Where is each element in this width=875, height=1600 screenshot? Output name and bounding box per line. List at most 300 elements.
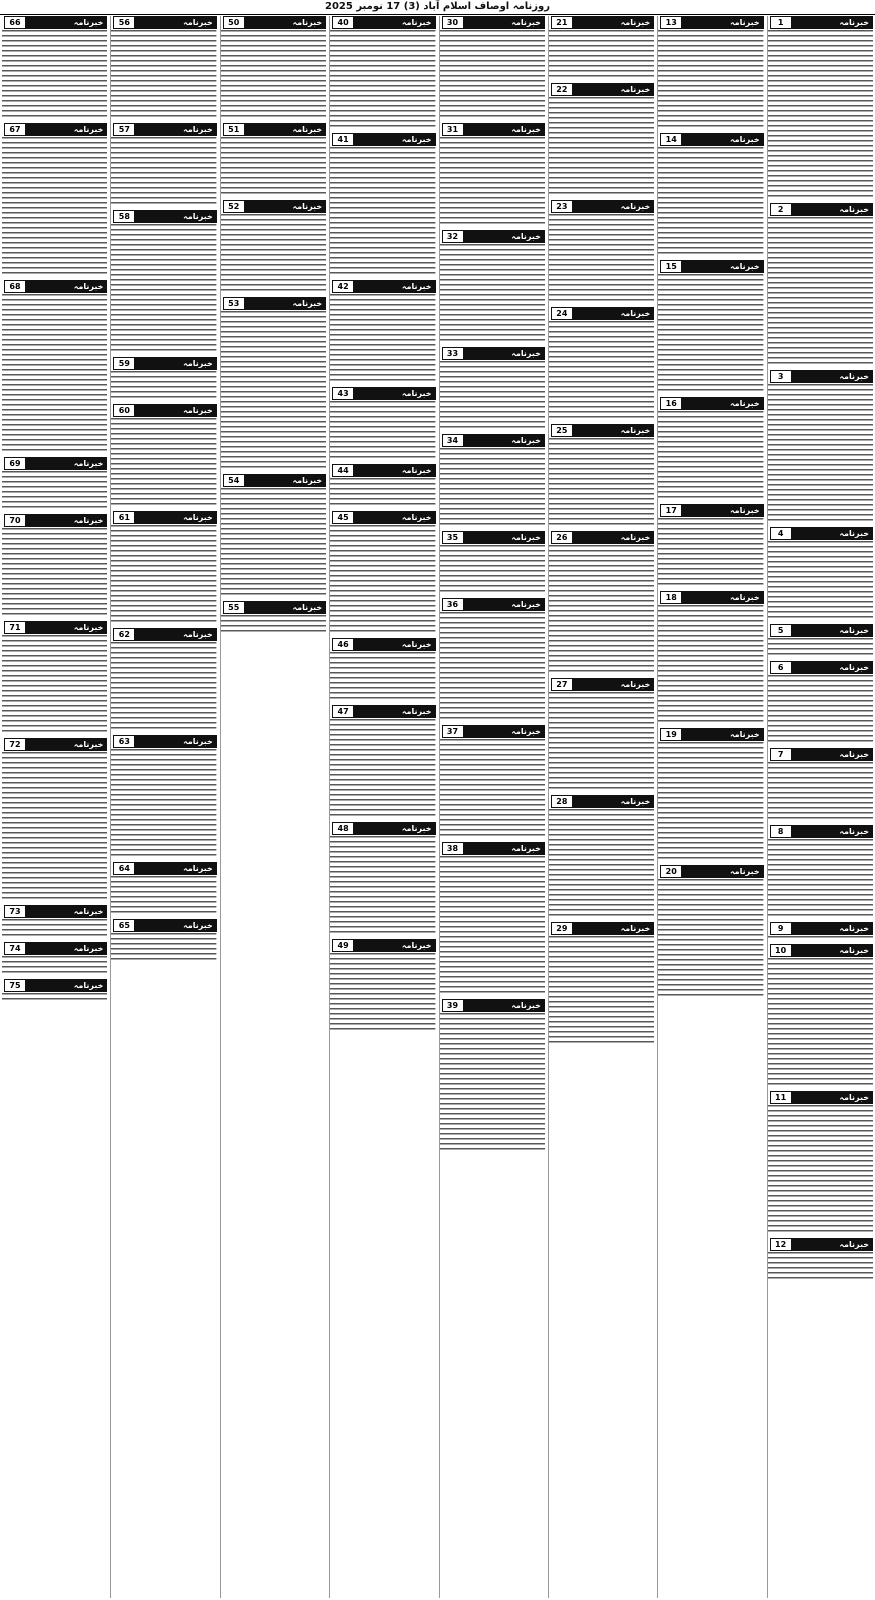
- kicker-label: خبرنامہ: [354, 464, 435, 477]
- masthead: روزنامہ اوصاف اسلام آباد (3) 17 نومبر 2025: [0, 0, 875, 15]
- news-item-header: [440, 999, 545, 1012]
- kicker-label: خبرنامہ: [682, 16, 763, 29]
- item-number: 62: [113, 628, 135, 641]
- news-column: [110, 16, 216, 1598]
- news-item-header: [221, 200, 326, 213]
- item-number: 52: [223, 200, 245, 213]
- news-body-text: [221, 137, 326, 197]
- news-body-text: [768, 1252, 873, 1282]
- news-body-text: [768, 958, 873, 1088]
- news-item: [768, 527, 873, 621]
- news-item: [768, 661, 873, 745]
- item-number: 59: [113, 357, 135, 370]
- news-body-text: [111, 525, 216, 625]
- news-item: [440, 725, 545, 839]
- news-item-header: [2, 905, 107, 918]
- news-item: [658, 504, 763, 588]
- news-item: [2, 280, 107, 454]
- news-item-header: [111, 123, 216, 136]
- news-item-header: [658, 133, 763, 146]
- news-body-text: [330, 294, 435, 384]
- item-number: 5: [770, 624, 792, 637]
- news-body-text: [330, 478, 435, 508]
- item-number: 10: [770, 944, 792, 957]
- news-body-text: [768, 675, 873, 745]
- news-item: [111, 919, 216, 963]
- kicker-label: خبرنامہ: [135, 862, 216, 875]
- news-body-text: [549, 809, 654, 919]
- news-item-header: [111, 404, 216, 417]
- kicker-label: خبرنامہ: [464, 531, 545, 544]
- kicker-label: خبرنامہ: [464, 230, 545, 243]
- news-item: [768, 1091, 873, 1235]
- news-column: [767, 16, 873, 1598]
- kicker-label: خبرنامہ: [26, 123, 107, 136]
- kicker-label: خبرنامہ: [135, 511, 216, 524]
- item-number: 17: [660, 504, 682, 517]
- news-item-header: [2, 979, 107, 992]
- news-item: [221, 16, 326, 120]
- news-item-header: [768, 370, 873, 383]
- item-number: 21: [551, 16, 573, 29]
- kicker-label: خبرنامہ: [792, 203, 873, 216]
- news-body-text: [2, 471, 107, 511]
- news-body-text: [658, 274, 763, 394]
- news-item-header: [2, 738, 107, 751]
- kicker-label: خبرنامہ: [354, 133, 435, 146]
- item-number: 67: [4, 123, 26, 136]
- kicker-label: خبرنامہ: [464, 598, 545, 611]
- item-number: 72: [4, 738, 26, 751]
- news-body-text: [768, 30, 873, 200]
- item-number: 44: [332, 464, 354, 477]
- news-item-header: [658, 591, 763, 604]
- news-item: [440, 123, 545, 227]
- news-item: [330, 638, 435, 702]
- news-item-header: [330, 822, 435, 835]
- news-body-text: [440, 1013, 545, 1153]
- news-item: [768, 624, 873, 658]
- item-number: 9: [770, 922, 792, 935]
- news-body-text: [440, 30, 545, 120]
- news-item-header: [2, 457, 107, 470]
- kicker-label: خبرنامہ: [135, 357, 216, 370]
- news-body-text: [221, 30, 326, 120]
- kicker-label: خبرنامہ: [573, 200, 654, 213]
- news-body-text: [221, 488, 326, 598]
- news-column: [329, 16, 435, 1598]
- item-number: 12: [770, 1238, 792, 1251]
- news-item: [2, 738, 107, 902]
- item-number: 49: [332, 939, 354, 952]
- kicker-label: خبرنامہ: [354, 822, 435, 835]
- news-body-text: [330, 719, 435, 819]
- news-item-header: [330, 638, 435, 651]
- news-item: [2, 457, 107, 511]
- news-item-header: [330, 16, 435, 29]
- news-item: [111, 862, 216, 916]
- news-body-text: [440, 545, 545, 595]
- news-body-text: [549, 97, 654, 197]
- item-number: 58: [113, 210, 135, 223]
- news-body-text: [768, 541, 873, 621]
- news-item: [330, 16, 435, 130]
- item-number: 32: [442, 230, 464, 243]
- kicker-label: خبرنامہ: [135, 123, 216, 136]
- news-body-text: [330, 30, 435, 130]
- item-number: 53: [223, 297, 245, 310]
- item-number: 60: [113, 404, 135, 417]
- news-body-text: [658, 742, 763, 862]
- news-item: [658, 865, 763, 999]
- kicker-label: خبرنامہ: [354, 387, 435, 400]
- item-number: 4: [770, 527, 792, 540]
- news-item: [440, 842, 545, 996]
- kicker-label: خبرنامہ: [135, 210, 216, 223]
- item-number: 29: [551, 922, 573, 935]
- news-item: [2, 621, 107, 735]
- item-number: 22: [551, 83, 573, 96]
- news-body-text: [658, 518, 763, 588]
- news-item: [440, 598, 545, 722]
- kicker-label: خبرنامہ: [792, 527, 873, 540]
- kicker-label: خبرنامہ: [26, 457, 107, 470]
- news-item-header: [440, 531, 545, 544]
- news-item: [111, 735, 216, 859]
- item-number: 46: [332, 638, 354, 651]
- item-number: 38: [442, 842, 464, 855]
- news-item: [111, 16, 216, 120]
- news-body-text: [2, 294, 107, 454]
- item-number: 27: [551, 678, 573, 691]
- news-body-text: [440, 137, 545, 227]
- item-number: 74: [4, 942, 26, 955]
- news-item-header: [549, 795, 654, 808]
- kicker-label: خبرنامہ: [573, 795, 654, 808]
- item-number: 47: [332, 705, 354, 718]
- item-number: 19: [660, 728, 682, 741]
- news-column: [657, 16, 763, 1598]
- news-body-text: [111, 137, 216, 207]
- kicker-label: خبرنامہ: [792, 825, 873, 838]
- news-body-text: [330, 147, 435, 277]
- news-item-header: [440, 598, 545, 611]
- news-item: [549, 83, 654, 197]
- news-body-text: [440, 739, 545, 839]
- news-item-header: [549, 200, 654, 213]
- kicker-label: خبرنامہ: [573, 307, 654, 320]
- item-number: 25: [551, 424, 573, 437]
- news-item: [549, 678, 654, 792]
- news-item: [658, 397, 763, 501]
- news-item-header: [111, 210, 216, 223]
- item-number: 16: [660, 397, 682, 410]
- item-number: 34: [442, 434, 464, 447]
- news-body-text: [111, 30, 216, 120]
- news-body-text: [658, 605, 763, 725]
- item-number: 30: [442, 16, 464, 29]
- news-body-text: [440, 612, 545, 722]
- kicker-label: خبرنامہ: [26, 905, 107, 918]
- news-body-text: [330, 525, 435, 635]
- news-body-text: [111, 418, 216, 508]
- kicker-label: خبرنامہ: [464, 16, 545, 29]
- news-body-text: [768, 638, 873, 658]
- news-body-text: [768, 936, 873, 941]
- news-item: [768, 748, 873, 822]
- news-item-header: [111, 919, 216, 932]
- item-number: 24: [551, 307, 573, 320]
- kicker-label: خبرنامہ: [682, 591, 763, 604]
- news-item-header: [768, 661, 873, 674]
- item-number: 65: [113, 919, 135, 932]
- item-number: 18: [660, 591, 682, 604]
- news-item: [768, 370, 873, 524]
- kicker-label: خبرنامہ: [682, 133, 763, 146]
- item-number: 66: [4, 16, 26, 29]
- news-item: [330, 511, 435, 635]
- item-number: 71: [4, 621, 26, 634]
- news-item: [2, 514, 107, 618]
- news-item-header: [111, 628, 216, 641]
- item-number: 51: [223, 123, 245, 136]
- kicker-label: خبرنامہ: [573, 531, 654, 544]
- news-item: [549, 200, 654, 304]
- news-item: [330, 939, 435, 1033]
- news-body-text: [440, 361, 545, 431]
- news-item: [330, 822, 435, 936]
- kicker-label: خبرنامہ: [354, 16, 435, 29]
- news-body-text: [549, 214, 654, 304]
- kicker-label: خبرنامہ: [26, 979, 107, 992]
- item-number: 37: [442, 725, 464, 738]
- news-item: [440, 999, 545, 1153]
- news-item: [330, 705, 435, 819]
- kicker-label: خبرنامہ: [573, 678, 654, 691]
- item-number: 45: [332, 511, 354, 524]
- item-number: 6: [770, 661, 792, 674]
- news-body-text: [111, 749, 216, 859]
- item-number: 50: [223, 16, 245, 29]
- news-item-header: [768, 748, 873, 761]
- news-item-header: [2, 942, 107, 955]
- news-item-header: [440, 725, 545, 738]
- news-item: [549, 424, 654, 528]
- news-item-header: [549, 83, 654, 96]
- kicker-label: خبرنامہ: [464, 123, 545, 136]
- news-item-header: [330, 464, 435, 477]
- kicker-label: خبرنامہ: [464, 434, 545, 447]
- news-body-text: [658, 411, 763, 501]
- news-item-header: [330, 939, 435, 952]
- kicker-label: خبرنامہ: [26, 16, 107, 29]
- news-body-text: [768, 384, 873, 524]
- kicker-label: خبرنامہ: [26, 280, 107, 293]
- news-item-header: [2, 280, 107, 293]
- kicker-label: خبرنامہ: [464, 999, 545, 1012]
- news-item: [440, 434, 545, 528]
- news-body-text: [2, 752, 107, 902]
- item-number: 28: [551, 795, 573, 808]
- kicker-label: خبرنامہ: [792, 16, 873, 29]
- kicker-label: خبرنامہ: [245, 123, 326, 136]
- news-item-header: [111, 357, 216, 370]
- news-body-text: [2, 528, 107, 618]
- kicker-label: خبرنامہ: [573, 424, 654, 437]
- news-body-text: [549, 30, 654, 80]
- news-item: [2, 979, 107, 1003]
- news-item-header: [440, 434, 545, 447]
- news-item-header: [658, 397, 763, 410]
- news-body-text: [111, 371, 216, 401]
- item-number: 26: [551, 531, 573, 544]
- kicker-label: خبرنامہ: [464, 347, 545, 360]
- news-item-header: [549, 922, 654, 935]
- news-item: [440, 16, 545, 120]
- news-body-text: [549, 321, 654, 421]
- news-item: [330, 387, 435, 461]
- news-body-text: [440, 448, 545, 528]
- news-item: [330, 280, 435, 384]
- item-number: 75: [4, 979, 26, 992]
- news-item: [658, 133, 763, 257]
- item-number: 23: [551, 200, 573, 213]
- news-item-header: [658, 865, 763, 878]
- news-item-header: [658, 504, 763, 517]
- kicker-label: خبرنامہ: [792, 624, 873, 637]
- news-item: [549, 16, 654, 80]
- news-item-header: [549, 424, 654, 437]
- kicker-label: خبرنامہ: [135, 735, 216, 748]
- kicker-label: خبرنامہ: [792, 944, 873, 957]
- kicker-label: خبرنامہ: [245, 601, 326, 614]
- news-item-header: [440, 123, 545, 136]
- news-item-header: [221, 601, 326, 614]
- kicker-label: خبرنامہ: [135, 16, 216, 29]
- news-item: [658, 728, 763, 862]
- news-item-header: [330, 705, 435, 718]
- news-body-text: [658, 30, 763, 130]
- item-number: 35: [442, 531, 464, 544]
- news-item-header: [768, 1091, 873, 1104]
- item-number: 73: [4, 905, 26, 918]
- news-body-text: [2, 919, 107, 939]
- news-item: [768, 16, 873, 200]
- news-item: [2, 16, 107, 120]
- item-number: 63: [113, 735, 135, 748]
- news-body-text: [768, 839, 873, 919]
- kicker-label: خبرنامہ: [245, 16, 326, 29]
- news-item-header: [658, 16, 763, 29]
- news-item: [440, 531, 545, 595]
- item-number: 41: [332, 133, 354, 146]
- news-body-text: [768, 217, 873, 367]
- kicker-label: خبرنامہ: [682, 260, 763, 273]
- news-item: [2, 905, 107, 939]
- news-item: [549, 531, 654, 675]
- kicker-label: خبرنامہ: [792, 748, 873, 761]
- item-number: 56: [113, 16, 135, 29]
- item-number: 2: [770, 203, 792, 216]
- item-number: 64: [113, 862, 135, 875]
- news-item: [658, 16, 763, 130]
- kicker-label: خبرنامہ: [792, 1238, 873, 1251]
- kicker-label: خبرنامہ: [464, 725, 545, 738]
- news-item: [549, 795, 654, 919]
- news-item-header: [111, 511, 216, 524]
- news-item-header: [440, 842, 545, 855]
- news-body-text: [768, 762, 873, 822]
- columns-container: [2, 16, 873, 1598]
- news-item: [221, 200, 326, 294]
- news-item: [768, 825, 873, 919]
- news-item-header: [549, 16, 654, 29]
- news-item: [2, 942, 107, 976]
- news-item: [221, 474, 326, 598]
- news-body-text: [221, 615, 326, 635]
- news-item-header: [440, 16, 545, 29]
- item-number: 14: [660, 133, 682, 146]
- news-item: [2, 123, 107, 277]
- news-item: [658, 591, 763, 725]
- kicker-label: خبرنامہ: [135, 919, 216, 932]
- kicker-label: خبرنامہ: [682, 728, 763, 741]
- item-number: 15: [660, 260, 682, 273]
- kicker-label: خبرنامہ: [682, 865, 763, 878]
- news-item-header: [221, 474, 326, 487]
- news-item-header: [768, 944, 873, 957]
- kicker-label: خبرنامہ: [245, 297, 326, 310]
- kicker-label: خبرنامہ: [573, 922, 654, 935]
- news-item-header: [440, 230, 545, 243]
- kicker-label: خبرنامہ: [573, 16, 654, 29]
- news-item-header: [2, 123, 107, 136]
- news-item-header: [330, 511, 435, 524]
- news-column: [2, 16, 107, 1598]
- news-item-header: [549, 307, 654, 320]
- news-item-header: [2, 514, 107, 527]
- item-number: 8: [770, 825, 792, 838]
- news-item-header: [549, 678, 654, 691]
- news-body-text: [549, 545, 654, 675]
- news-body-text: [111, 933, 216, 963]
- item-number: 54: [223, 474, 245, 487]
- news-item-header: [111, 735, 216, 748]
- news-item-header: [768, 1238, 873, 1251]
- news-column: [548, 16, 654, 1598]
- kicker-label: خبرنامہ: [464, 842, 545, 855]
- news-item: [658, 260, 763, 394]
- kicker-label: خبرنامہ: [245, 474, 326, 487]
- news-body-text: [2, 635, 107, 735]
- item-number: 43: [332, 387, 354, 400]
- kicker-label: خبرنامہ: [354, 280, 435, 293]
- news-item: [768, 203, 873, 367]
- news-item-header: [330, 387, 435, 400]
- news-item-header: [768, 16, 873, 29]
- item-number: 57: [113, 123, 135, 136]
- item-number: 55: [223, 601, 245, 614]
- news-item: [440, 347, 545, 431]
- item-number: 36: [442, 598, 464, 611]
- news-body-text: [549, 692, 654, 792]
- news-body-text: [330, 401, 435, 461]
- news-item-header: [549, 531, 654, 544]
- item-number: 31: [442, 123, 464, 136]
- news-item-header: [330, 133, 435, 146]
- kicker-label: خبرنامہ: [682, 504, 763, 517]
- news-body-text: [2, 30, 107, 120]
